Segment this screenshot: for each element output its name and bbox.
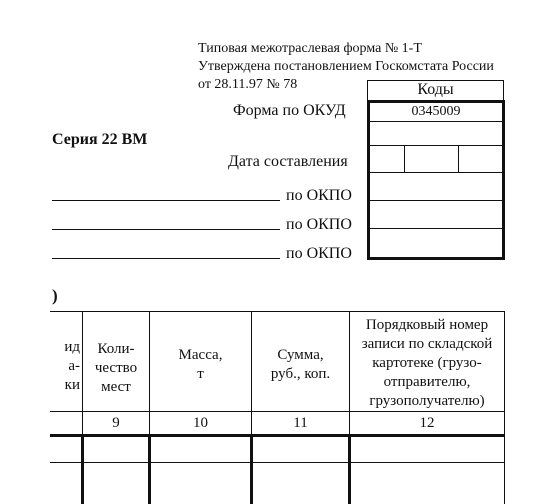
col-12-header: Порядковый номер записи по складской картотеке (грузо-отправителю, грузополучателю) [361,317,493,409]
col-10-number: 10 [193,415,208,431]
codes-grid [367,100,505,260]
okpo-label-3: по ОКПО [286,245,352,262]
col-9-header: Коли- чество мест [94,341,138,395]
col-partial-header: ид а- ки [64,339,80,393]
col-11-number: 11 [293,415,308,431]
okpo-label-1: по ОКПО [286,187,352,204]
date-label: Дата составления [228,153,348,170]
col-12-number: 12 [419,415,435,431]
org-name-line-1[interactable] [52,200,280,201]
form-type-line: Типовая межотраслевая форма № 1-Т [198,41,422,56]
col-10-header: Масса, т [178,347,223,382]
okud-code-value[interactable]: 0345009 [411,104,461,119]
okpo-label-2: по ОКПО [286,216,352,233]
col-9-number: 9 [112,415,120,431]
org-name-line-2[interactable] [52,229,280,230]
okud-label: Форма по ОКУД [233,102,346,119]
col-11-header: Сумма, руб., коп. [270,347,331,382]
org-name-line-3[interactable] [52,258,280,259]
table-cell[interactable] [351,437,503,462]
table-cell[interactable] [253,437,348,462]
table-cell[interactable] [84,437,148,462]
section-title-fragment: ) [52,286,58,305]
table-cell[interactable] [151,437,250,462]
approval-line: Утверждена постановлением Госкомстата России [198,59,494,74]
approval-date-line: от 28.11.97 № 78 [198,77,298,92]
codes-title: Коды [417,81,454,98]
series-label: Серия 22 ВМ [52,131,148,148]
